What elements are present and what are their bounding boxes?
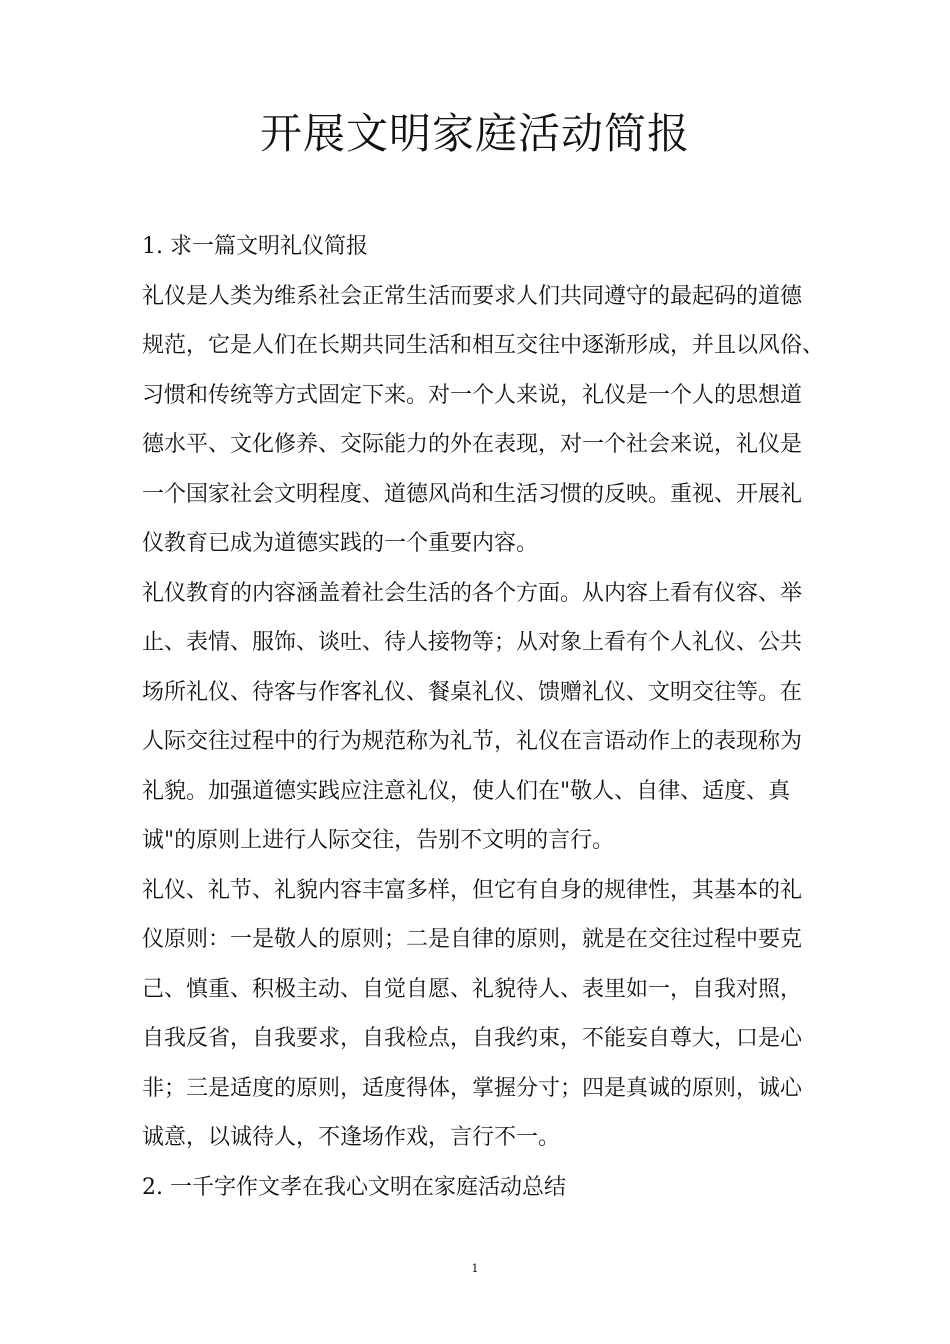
document-title: 开展文明家庭活动简报	[259, 109, 690, 158]
paragraph-line: 非；三是适度的原则，适度得体，掌握分寸；四是真诚的原则，诚心	[142, 1075, 803, 1101]
paragraph-line: 礼貌。加强道德实践应注意礼仪，使人们在"敬人、自律、适度、真	[142, 778, 791, 804]
paragraph-line: 仪原则：一是敬人的原则；二是自律的原则，就是在交往过程中要克	[142, 927, 803, 952]
paragraph-line: 礼仪是人类为维系社会正常生活而要求人们共同遵守的最起码的道德	[142, 283, 803, 309]
paragraph-line: 礼仪、礼节、礼貌内容丰富多样，但它有自身的规律性，其基本的礼	[142, 877, 803, 903]
paragraph-line: 德水平、文化修养、交际能力的外在表现，对一个社会来说，礼仪是	[142, 432, 803, 457]
paragraph-line: 仪教育已成为道德实践的一个重要内容。	[142, 531, 539, 556]
paragraph-line: 一个国家社会文明程度、道德风尚和生活习惯的反映。重视、开展礼	[142, 481, 803, 507]
section-heading-1: 1. 求一篇文明礼仪简报	[142, 234, 368, 259]
paragraph-line: 诚意，以诚待人，不逢场作戏，言行不一。	[142, 1125, 561, 1150]
paragraph-line: 人际交往过程中的行为规范称为礼节，礼仪在言语动作上的表现称为	[142, 729, 803, 754]
paragraph-line: 自我反省，自我要求，自我检点，自我约束，不能妄自尊大，口是心	[142, 1026, 803, 1051]
paragraph-line: 场所礼仪、待客与作客礼仪、餐桌礼仪、馈赠礼仪、文明交往等。在	[142, 679, 803, 705]
page-number: 1	[471, 1262, 479, 1275]
paragraph-line: 礼仪教育的内容涵盖着社会生活的各个方面。从内容上看有仪容、举	[142, 580, 803, 606]
paragraph-line: 规范，它是人们在长期共同生活和相互交往中逐渐形成，并且以风俗、	[142, 333, 825, 358]
section-heading-2: 2. 一千字作文孝在我心文明在家庭活动总结	[142, 1174, 566, 1200]
paragraph-line: 止、表情、服饰、谈吐、待人接物等；从对象上看有个人礼仪、公共	[142, 630, 803, 655]
paragraph-line: 诚"的原则上进行人际交往，告别不文明的言行。	[142, 828, 615, 853]
document-body	[142, 222, 825, 1212]
paragraph-1	[142, 272, 825, 569]
paragraph-line: 己、慎重、积极主动、自觉自愿、礼貌待人、表里如一，自我对照，	[142, 976, 803, 1002]
paragraph-line: 习惯和传统等方式固定下来。对一个人来说，礼仪是一个人的思想道	[142, 382, 803, 408]
paragraph-3	[142, 866, 822, 1163]
paragraph-2	[142, 569, 822, 866]
